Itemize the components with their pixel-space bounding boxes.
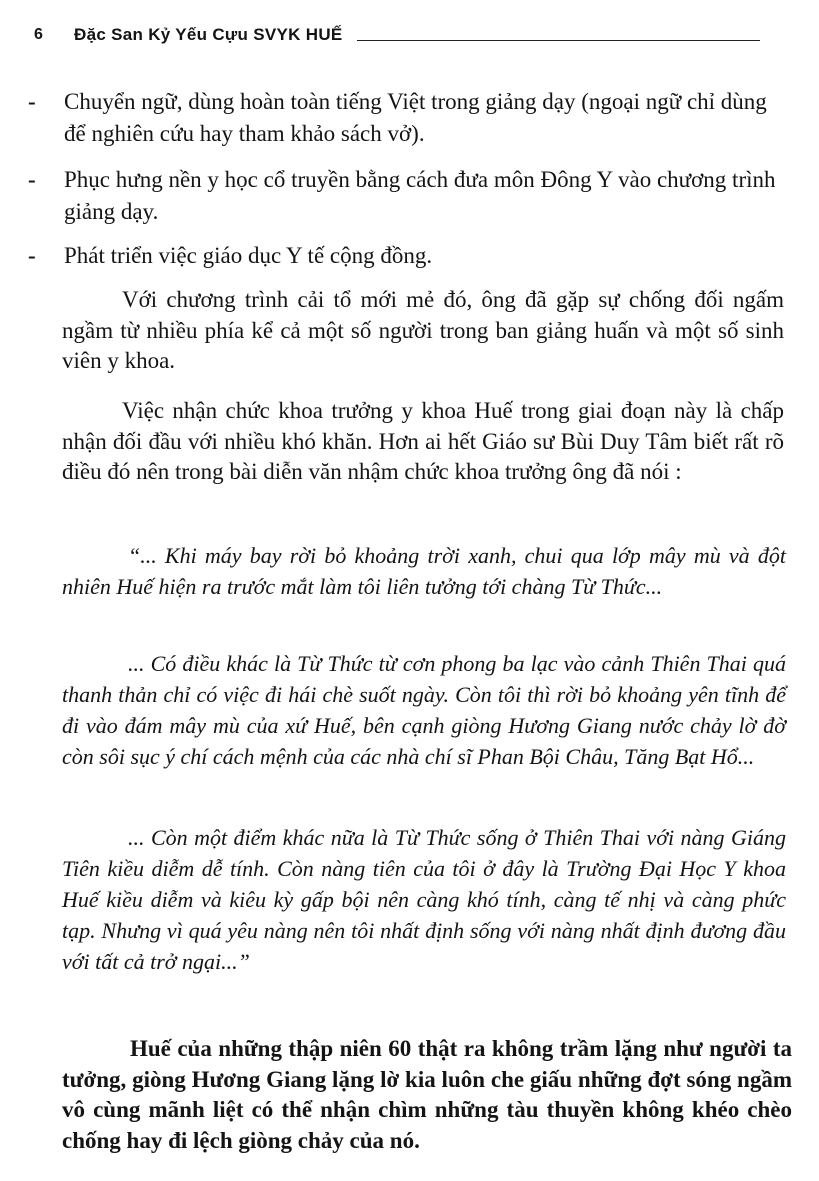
body-paragraph: Việc nhận chức khoa trưởng y khoa Huế trong giai đoạn này là chấp nhận đối đầu với nhiều khó khăn. Hơn ai hết Giáo sư Bùi Duy Tâm biết rất rõ điều đó nên trong bài diễn văn nhậm chức khoa trưởng ông đã nói : xyxy=(62,398,784,484)
bullet-text: Phục hưng nền y học cổ truyền bằng cách đưa môn Đông Y vào chương trình giảng dạy. xyxy=(64,167,776,224)
bullet-text: Phát triển việc giáo dục Y tế cộng đồng. xyxy=(64,243,433,268)
bullet-item xyxy=(28,86,788,150)
bullet-text: Chuyển ngữ, dùng hoàn toàn tiếng Việt trong giảng dạy (ngoại ngữ chỉ dùng để nghiên cứu hay tham khảo sách vở). xyxy=(64,89,767,146)
running-title: Đặc San Kỷ Yếu Cựu SVYK HUẾ xyxy=(74,25,343,44)
bullet-item xyxy=(28,164,788,228)
speech-quote: ... Có điều khác là Từ Thức từ cơn phong ba lạc vào cảnh Thiên Thai quá thanh thản chỉ có việc đi hái chè suốt ngày. Còn tôi thì rời bỏ khoảng yên tĩnh để đi vào đám mây mù của xứ Huế, bên cạnh giòng Hương Giang nước chảy lờ đờ còn sôi sục ý chí cách mệnh của các nhà chí sĩ Phan Bội Châu, Tăng Bạt Hổ... xyxy=(62,651,786,769)
body-paragraph: Với chương trình cải tổ mới mẻ đó, ông đã gặp sự chống đối ngấm ngầm từ nhiều phía kể cả một số người trong ban giảng huấn và một số sinh viên y khoa. xyxy=(62,287,784,373)
speech-quote: “... Khi máy bay rời bỏ khoảng trời xanh, chui qua lớp mây mù và đột nhiên Huế hiện ra trước mắt làm tôi liên tưởng tới chàng Từ Thức... xyxy=(62,543,786,599)
speech-quote: ... Còn một điểm khác nữa là Từ Thức sống ở Thiên Thai với nàng Giáng Tiên kiều diễm dễ tính. Còn nàng tiên của tôi ở đây là Trường Đại Học Y khoa Huế kiều diễm và kiêu kỳ gấp bội nên càng khó tính, càng tế nhị và càng phức tạp. Nhưng vì quá yêu nàng nên tôi nhất định sống với nàng nhất định đương đầu với tất cả trở ngại...” xyxy=(62,825,786,974)
page-header xyxy=(34,22,760,48)
bullet-dash: - xyxy=(28,89,36,114)
bullet-item xyxy=(28,240,788,272)
bullet-dash: - xyxy=(28,167,36,192)
page-number: 6 xyxy=(34,26,43,43)
bullet-dash: - xyxy=(28,243,36,268)
header-rule xyxy=(357,40,760,41)
closing-paragraph: Huế của những thập niên 60 thật ra không trầm lặng như người ta tưởng, giòng Hương Giang lặng lờ kia luôn che giấu những đợt sóng ngầm vô cùng mãnh liệt có thể nhận chìm những tàu thuyền không khéo chèo chống hay đi lệch giòng chảy của nó. xyxy=(62,1036,792,1153)
